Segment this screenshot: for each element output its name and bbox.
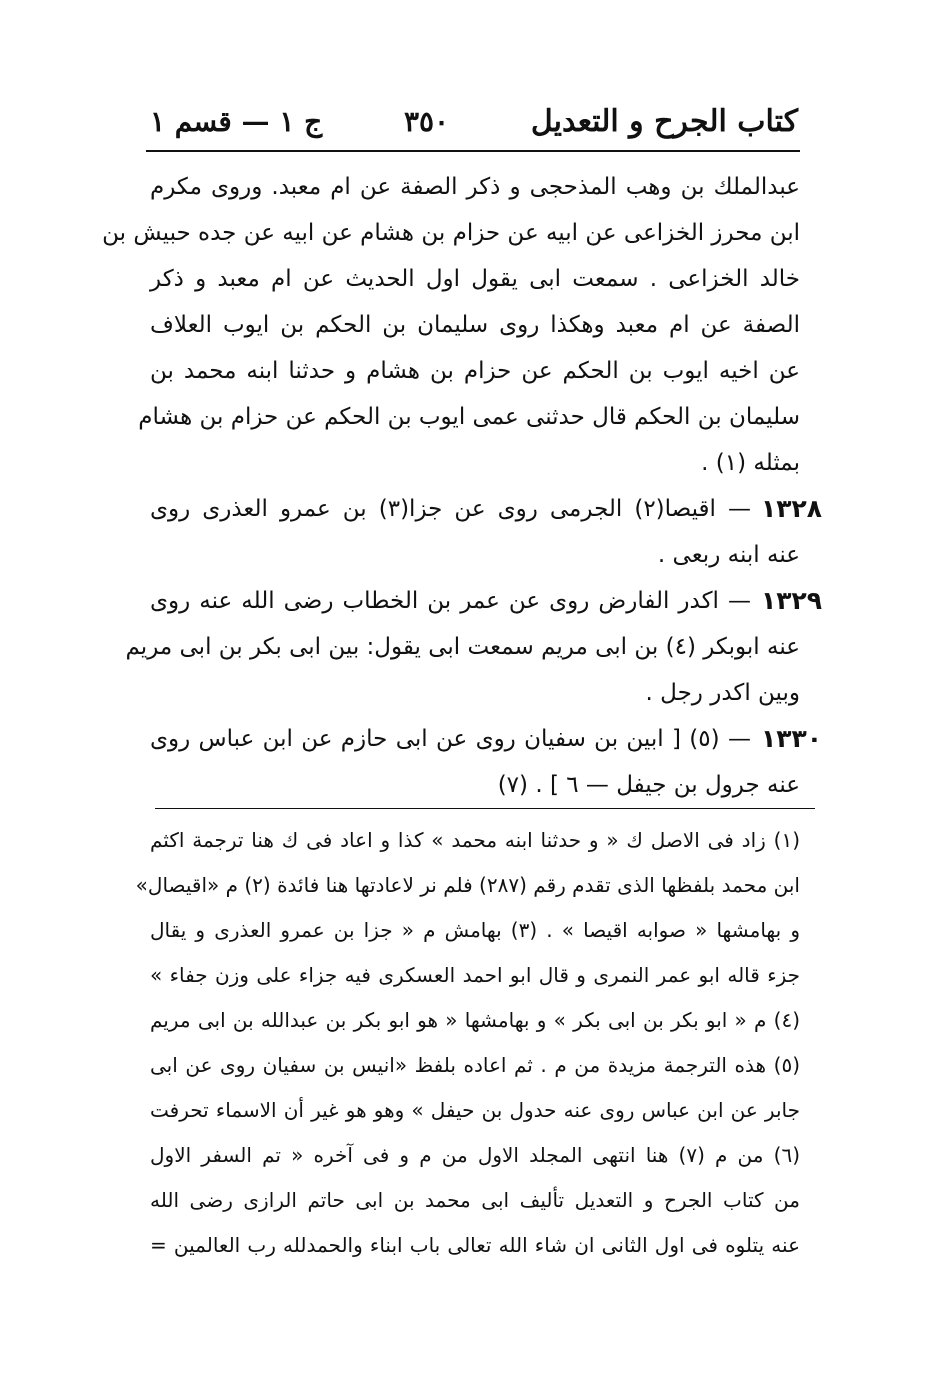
footnote-line: (٤) م « ابو بكر بن ابى بكر » و بهامشها « هو ابو بكر بن عبدالله بن ابى مريم <box>150 1008 800 1032</box>
entry-1330 <box>150 716 822 808</box>
text-line: عن اخيه ايوب بن الحكم عن حزام بن هشام و حدثنا ابنه محمد بن <box>150 358 800 384</box>
text-line: سليمان بن الحكم قال حدثنى عمى ايوب بن الحكم عن حزام بن هشام <box>138 404 800 430</box>
footnote-line: عنه يتلوه فى اول الثانى ان شاء الله تعالى باب ابناء والحمدلله رب العالمين = <box>150 1233 800 1257</box>
footnote-line: ابن محمد بلفظها الذى تقدم رقم (٢٨٧) فلم نر لاعادتها هنا فائدة (٢) م «اقيصال» <box>135 873 800 897</box>
entry-text: — (٥) [ ابين بن سفيان روى عن ابى حازم عن ابن عباس روى <box>150 726 751 752</box>
text-line: عبدالملك بن وهب المذحجى و ذكر الصفة عن ام معبد. وروى مكرم <box>150 174 800 200</box>
entry-continuation: عنه ابوبكر (٤) بن ابى مريم سمعت ابى يقول: بين ابى بكر بن ابى مريم <box>125 634 800 660</box>
entry-number: ١٣٢٨ <box>760 494 822 523</box>
main-text <box>102 164 822 808</box>
header-divider <box>146 150 800 152</box>
page-number: ٣٥٠ <box>403 104 450 138</box>
text-line: خالد الخزاعى . سمعت ابى يقول اول الحديث عن ام معبد و ذكر <box>150 266 800 292</box>
entry-number: ١٣٢٩ <box>760 586 822 615</box>
footnote-line: و بهامشها « صوابه اقيصا » . (٣) بهامش م « جزا بن عمرو العذرى و يقال <box>150 918 800 942</box>
entry-continuation: عنه ابنه ربعى . <box>657 542 800 568</box>
entry-first-line <box>150 486 822 532</box>
entry-1328 <box>150 486 822 578</box>
text-line: الصفة عن ام معبد وهكذا روى سليمان بن الحكم بن ايوب العلاف <box>150 312 800 338</box>
footnote-line: جابر عن ابن عباس روى عنه حدول بن حيفل » وهو هو غير أن الاسماء تحرفت <box>150 1098 800 1122</box>
volume-part-label: ج ١ — قسم ١ <box>150 104 323 138</box>
footnote-divider <box>155 808 815 809</box>
entry-first-line <box>150 716 822 762</box>
entry-text: — اقيصا(٢) الجرمى روى عن جزا(٣) بن عمرو العذرى روى <box>150 496 751 522</box>
page-header <box>150 96 798 146</box>
footnote-line: (٥) هذه الترجمة مزيدة من م . ثم اعاده بلفظ «انيس بن سفيان روى عن ابى <box>150 1053 800 1077</box>
book-title: كتاب الجرح و التعديل <box>530 103 798 139</box>
entry-continuation: وبين اكدر رجل . <box>645 680 800 706</box>
text-line: بمثله (١) . <box>701 450 800 476</box>
footnote-line: (١) زاد فى الاصل ك « و حدثنا ابنه محمد » كذا و اعاد فى ك هنا ترجمة اكثم <box>150 828 800 852</box>
entry-first-line <box>150 578 822 624</box>
entry-text: — اكدر الفارض روى عن عمر بن الخطاب رضى الله عنه روى <box>150 588 751 614</box>
footnotes <box>135 818 800 1268</box>
footnote-line: من كتاب الجرح و التعديل تأليف ابى محمد بن ابى حاتم الرازى رضى الله <box>150 1188 800 1212</box>
text-line: ابن محرز الخزاعى عن ابيه عن حزام بن هشام عن ابيه عن جده حبيش بن <box>102 220 800 246</box>
entry-1329 <box>125 578 822 716</box>
entry-number: ١٣٣٠ <box>760 724 822 753</box>
footnote-line: جزء قاله ابو عمر النمرى و قال ابو احمد العسكرى فيه جزاء على وزن جفاء » <box>150 963 800 987</box>
entry-continuation: عنه جرول بن جيفل — ٦ ] . (٧) <box>497 772 800 798</box>
footnote-line: (٦) من م (٧) هنا انتهى المجلد الاول من م و فى آخره « تم السفر الاول <box>150 1143 800 1167</box>
